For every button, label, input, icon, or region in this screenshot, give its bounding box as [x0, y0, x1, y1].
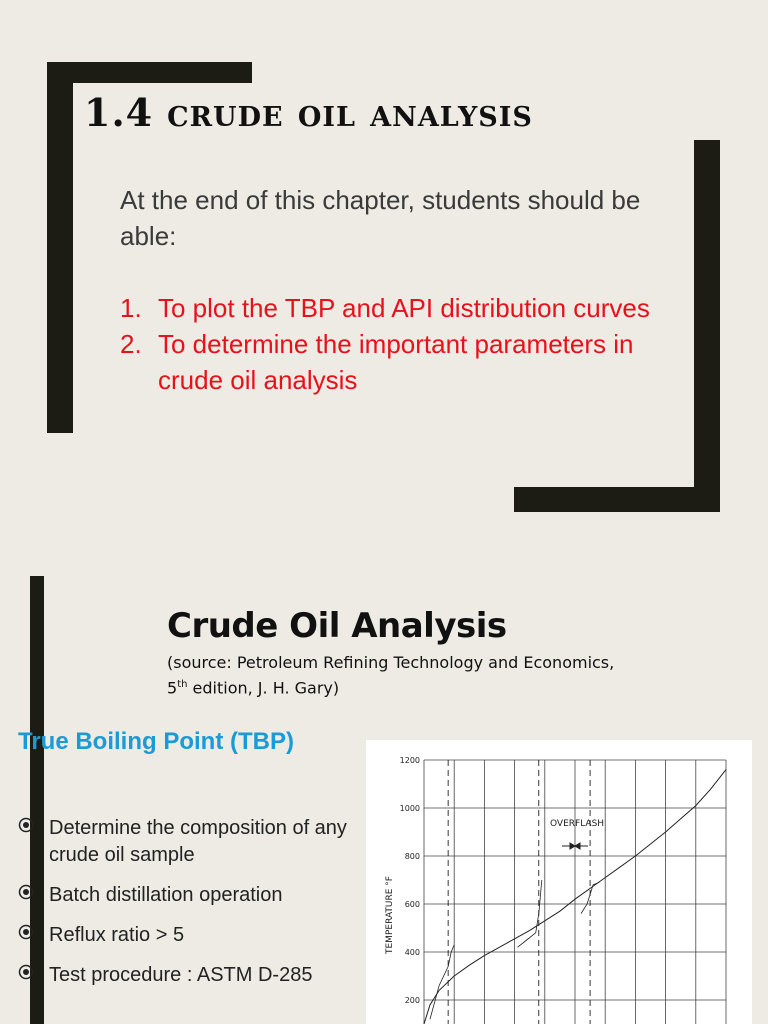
chart-y-tick-label: 1000: [399, 804, 420, 813]
chart-y-ticks: [400, 756, 420, 1005]
edition-suffix: th: [177, 679, 188, 690]
frame-right-vertical: [694, 140, 720, 512]
tbp-chart-panel: [366, 740, 752, 1024]
page-title: [84, 90, 533, 135]
objectives-list: [120, 290, 680, 398]
objective-number: 1.: [120, 293, 142, 323]
title-number: 1.4: [84, 90, 154, 135]
objective-text: To determine the important parameters in crude oil analysis: [158, 329, 634, 395]
source-citation: [167, 652, 687, 699]
bullet-item: [18, 962, 368, 989]
intro-text: At the end of this chapter, students should be able:: [120, 185, 641, 251]
chart-fraction-curve: [581, 882, 599, 913]
tbp-chart: [366, 740, 752, 1024]
frame-bottom-right-horizontal: [514, 487, 720, 512]
chart-y-tick-label: 200: [404, 996, 420, 1005]
bullet-text: Reflux ratio > 5: [49, 924, 185, 946]
objective-item: [120, 326, 680, 398]
chart-y-tick-label: 400: [404, 948, 420, 957]
subtitle-tbp: True Boiling Point (TBP): [18, 728, 294, 755]
slide-crude-oil-analysis: [0, 560, 768, 1024]
circled-dot-icon: [18, 924, 34, 940]
source-line-2: edition, J. H. Gary): [187, 678, 340, 698]
chart-fraction-curve: [518, 880, 542, 947]
frame-left-vertical: [47, 62, 73, 433]
frame-top-left-horizontal: [47, 62, 252, 83]
tbp-bullet-list: [18, 815, 368, 1002]
objective-item: [120, 290, 680, 326]
objective-number: 2.: [120, 329, 142, 359]
bullet-item: [18, 922, 368, 949]
bullet-item: [18, 882, 368, 909]
chart-y-tick-label: 600: [404, 900, 420, 909]
objective-text: To plot the TBP and API distribution curves: [158, 293, 650, 323]
circled-dot-icon: [18, 964, 34, 980]
source-line-1: (source: Petroleum Refining Technology and Economics,: [167, 653, 615, 672]
chart-y-axis-label: TEMPERATURE °F: [385, 876, 395, 954]
title-text: crude oil analysis: [167, 90, 533, 135]
chart-fraction-curve: [430, 945, 454, 1019]
section-title: Crude Oil Analysis: [167, 606, 507, 646]
bullet-text: Batch distillation operation: [49, 884, 283, 906]
circled-dot-icon: [18, 884, 34, 900]
edition-number: 5: [167, 678, 178, 698]
circled-dot-icon: [18, 817, 34, 833]
chart-cut-lines: [448, 760, 590, 1024]
chart-y-tick-label: 1200: [399, 756, 420, 765]
chart-annotation-overflash: OVERFLASH: [550, 819, 605, 829]
bullet-text: Determine the composition of any crude oil sample: [49, 817, 347, 866]
chart-y-tick-label: 800: [404, 852, 420, 861]
chart-grid: [424, 760, 726, 1024]
bullet-text: Test procedure : ASTM D-285: [49, 964, 313, 986]
bullet-item: [18, 815, 368, 869]
